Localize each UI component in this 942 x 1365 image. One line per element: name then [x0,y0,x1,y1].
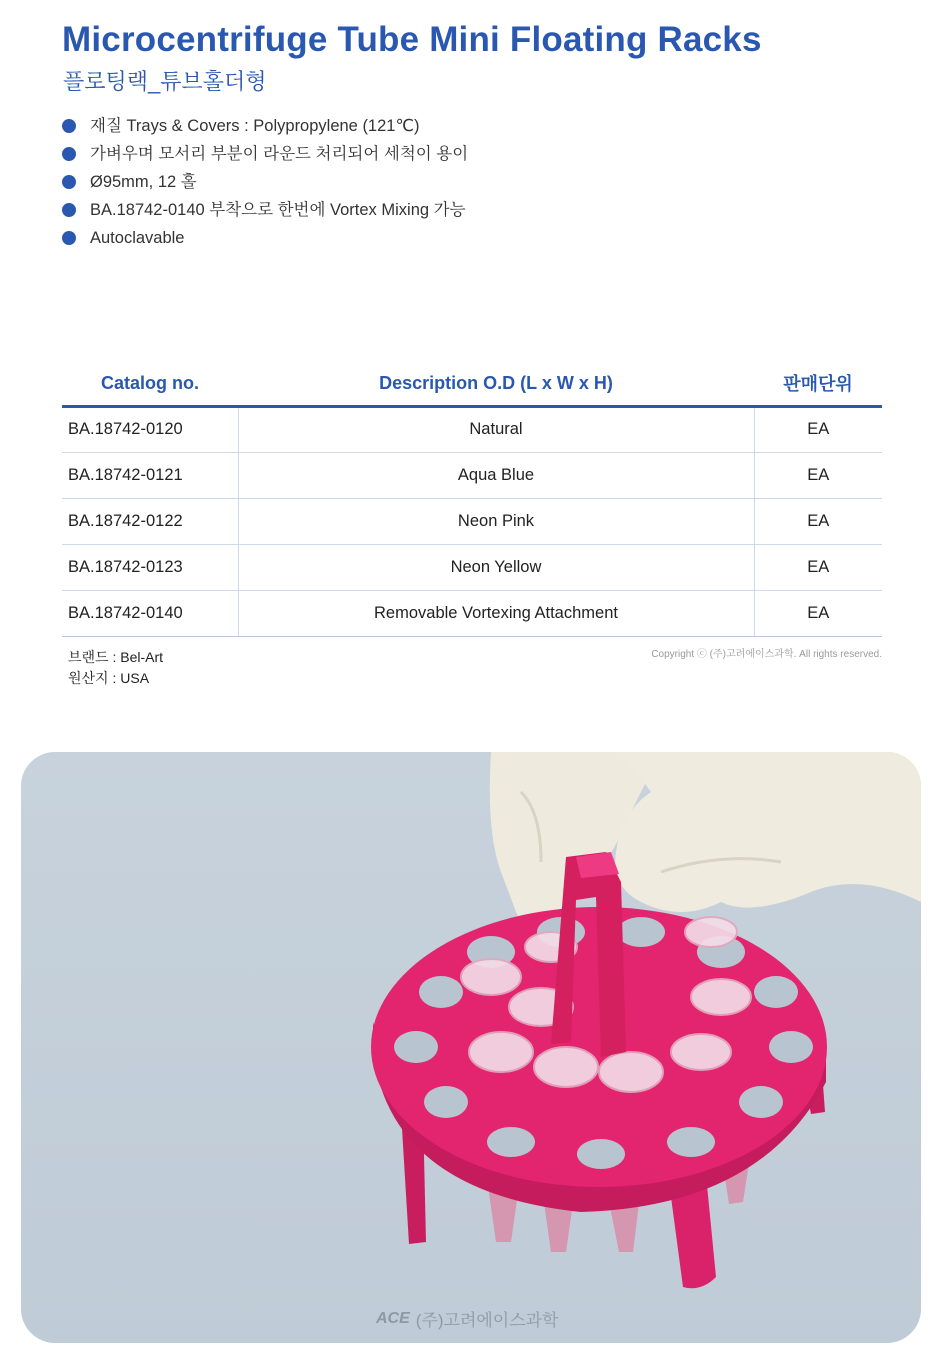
description-cell: Removable Vortexing Attachment [238,590,754,636]
feature-item [62,112,468,140]
description-cell: Natural [238,406,754,452]
table-row [62,452,882,498]
feature-item [62,224,468,252]
catalog-number-cell: BA.18742-0123 [62,544,238,590]
page-title: Microcentrifuge Tube Mini Floating Racks [62,20,762,59]
table-row [62,544,882,590]
unit-cell: EA [754,498,882,544]
column-header-catalog: Catalog no. [62,362,238,406]
bullet-icon [62,119,76,133]
company-logo-icon: ACE [376,1309,410,1327]
product-photo [21,752,921,1343]
company-name: (주)고려에이스과학 [415,1311,559,1330]
bullet-icon [62,231,76,245]
product-meta [68,647,163,689]
feature-text: BA.18742-0140 부착으로 한번에 Vortex Mixing 가능 [90,201,466,219]
feature-text: 재질 Trays & Covers : Polypropylene (121℃) [90,117,420,135]
description-cell: Neon Pink [238,498,754,544]
copyright-notice: Copyright ⓒ (주)고려에이스과학. All rights reserved. [651,649,882,660]
brand-label: 브랜드 : Bel-Art [68,649,164,665]
catalog-number-cell: BA.18742-0121 [62,452,238,498]
description-cell: Neon Yellow [238,544,754,590]
unit-cell: EA [754,544,882,590]
unit-cell: EA [754,590,882,636]
description-cell: Aqua Blue [238,452,754,498]
catalog-number-cell: BA.18742-0122 [62,498,238,544]
page-subtitle: 플로팅랙_튜브홀더형 [63,69,267,94]
table-row [62,498,882,544]
feature-text: Autoclavable [90,229,185,247]
feature-item [62,140,468,168]
column-header-description: Description O.D (L x W x H) [238,362,754,406]
bullet-icon [62,147,76,161]
feature-item [62,168,468,196]
origin-label: 원산지 : USA [68,670,150,686]
feature-text: Ø95mm, 12 홀 [90,173,197,191]
catalog-number-cell: BA.18742-0140 [62,590,238,636]
bullet-icon [62,203,76,217]
feature-item [62,196,468,224]
company-watermark [376,1306,558,1331]
catalog-number-cell: BA.18742-0120 [62,406,238,452]
unit-cell: EA [754,406,882,452]
feature-text: 가벼우며 모서리 부분이 라운드 처리되어 세척이 용이 [90,145,469,163]
table-header-row [62,362,882,406]
catalog-table [62,362,882,637]
unit-cell: EA [754,452,882,498]
table-row [62,590,882,636]
bullet-icon [62,175,76,189]
floating-rack-illustration [21,752,921,1343]
table-row [62,406,882,452]
feature-list [62,112,468,252]
column-header-unit: 판매단위 [754,362,882,406]
